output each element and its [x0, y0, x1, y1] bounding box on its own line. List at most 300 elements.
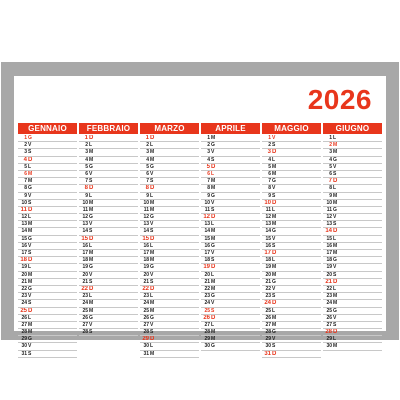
day-number: 14 — [204, 228, 210, 235]
day-row — [79, 207, 138, 214]
weekday-letter: G — [333, 257, 337, 264]
weekday-letter: M — [89, 300, 94, 307]
day-row — [18, 243, 77, 250]
weekday-letter: M — [272, 271, 277, 278]
weekday-letter: D — [272, 199, 277, 206]
day-number: 29 — [142, 336, 149, 343]
day-number: 1 — [145, 135, 149, 141]
day-number: 10 — [82, 199, 88, 206]
weekday-letter: D — [272, 350, 277, 357]
weekday-letter: D — [333, 228, 338, 235]
day-row — [323, 221, 382, 228]
weekday-letter: L — [89, 293, 93, 300]
day-number: 12 — [82, 214, 88, 221]
day-row — [79, 193, 138, 200]
day-row — [262, 243, 321, 250]
weekday-letter: V — [333, 163, 337, 170]
weekday-letter: M — [333, 142, 338, 149]
day-number: 18 — [20, 257, 27, 264]
day-row — [79, 228, 138, 235]
day-number: 11 — [204, 206, 210, 213]
weekday-letter: D — [150, 336, 155, 343]
day-number: 1 — [84, 135, 88, 141]
weekday-letter: L — [211, 221, 215, 228]
day-number: 13 — [326, 221, 332, 228]
weekday-letter: M — [150, 149, 155, 156]
day-number: 25 — [204, 307, 210, 314]
weekday-letter: M — [89, 257, 94, 264]
day-number: 11 — [326, 206, 332, 213]
month-column — [201, 123, 260, 358]
weekday-letter: G — [272, 228, 276, 235]
weekday-letter: M — [89, 199, 94, 206]
weekday-letter: G — [89, 314, 93, 321]
weekday-letter: G — [89, 163, 93, 170]
day-row — [79, 279, 138, 286]
day-number: 23 — [82, 293, 88, 300]
day-list — [140, 135, 199, 358]
day-number: 24 — [21, 300, 27, 307]
day-row — [323, 279, 382, 286]
day-number: 11 — [20, 206, 27, 213]
day-row — [140, 315, 199, 322]
weekday-letter: V — [28, 192, 32, 199]
day-number: 28 — [325, 329, 332, 336]
weekday-letter: D — [272, 250, 277, 256]
day-number: 23 — [21, 293, 27, 300]
weekday-letter: M — [150, 206, 155, 213]
weekday-letter: G — [28, 185, 32, 192]
weekday-letter: D — [272, 300, 277, 307]
day-row — [18, 336, 77, 343]
day-row — [79, 164, 138, 171]
day-number: 31 — [143, 350, 149, 357]
weekday-letter: M — [272, 321, 277, 328]
weekday-letter: G — [333, 307, 337, 314]
day-number: 12 — [265, 214, 271, 221]
weekday-letter: M — [333, 293, 338, 300]
day-number: 30 — [143, 343, 149, 350]
weekday-letter: L — [89, 142, 93, 149]
weekday-letter: V — [272, 185, 276, 192]
day-number: 21 — [325, 278, 332, 285]
day-row — [140, 293, 199, 300]
day-number: 10 — [326, 199, 332, 206]
day-number: 27 — [21, 321, 27, 328]
weekday-letter: V — [211, 300, 215, 307]
day-row — [140, 228, 199, 235]
weekday-letter: V — [150, 271, 154, 278]
weekday-letter: D — [150, 185, 155, 192]
weekday-letter: D — [89, 135, 94, 141]
day-row — [201, 343, 260, 350]
day-number: 23 — [143, 293, 149, 300]
day-row — [18, 279, 77, 286]
month-column — [262, 123, 321, 358]
day-row — [18, 171, 77, 178]
weekday-letter: G — [211, 192, 215, 199]
weekday-letter: G — [272, 278, 276, 285]
day-row — [262, 250, 321, 257]
weekday-letter: L — [211, 321, 215, 328]
day-row — [262, 178, 321, 185]
weekday-letter: M — [333, 250, 338, 256]
weekday-letter: S — [28, 149, 32, 156]
day-row — [262, 157, 321, 164]
day-row — [140, 243, 199, 250]
day-number: 8 — [329, 185, 332, 192]
day-number: 20 — [21, 271, 27, 278]
day-row — [140, 264, 199, 271]
weekday-letter: L — [28, 314, 32, 321]
weekday-letter: M — [89, 250, 94, 256]
day-row — [201, 164, 260, 171]
day-number: 18 — [143, 257, 149, 264]
day-number: 21 — [21, 278, 27, 285]
day-row — [140, 336, 199, 343]
weekday-letter: V — [272, 235, 276, 242]
day-number: 5 — [206, 163, 210, 170]
day-number: 17 — [264, 250, 271, 256]
day-number: 6 — [268, 170, 271, 177]
weekday-letter: M — [272, 221, 277, 228]
day-number: 2 — [329, 142, 332, 149]
weekday-letter: G — [272, 329, 276, 336]
weekday-letter: M — [211, 235, 216, 242]
weekday-letter: S — [333, 170, 337, 177]
day-number: 2 — [24, 142, 27, 149]
day-row — [262, 171, 321, 178]
day-number: 14 — [21, 228, 27, 235]
day-number: 30 — [326, 343, 332, 350]
day-row — [262, 164, 321, 171]
day-number: 1 — [329, 135, 332, 141]
day-number: 20 — [265, 271, 271, 278]
weekday-letter: M — [211, 336, 216, 343]
day-row — [79, 157, 138, 164]
weekday-letter: G — [211, 142, 215, 149]
day-number: 15 — [142, 235, 149, 242]
day-row — [79, 329, 138, 336]
day-list — [201, 135, 260, 351]
day-number: 25 — [265, 307, 271, 314]
day-number: 17 — [143, 250, 149, 256]
weekday-letter: G — [211, 343, 215, 350]
day-row — [323, 200, 382, 207]
weekday-letter: M — [211, 329, 216, 336]
weekday-letter: M — [89, 156, 94, 163]
weekday-letter: L — [28, 214, 32, 221]
day-number: 4 — [23, 156, 27, 163]
day-number: 2 — [85, 142, 88, 149]
day-row — [323, 171, 382, 178]
day-row — [323, 214, 382, 221]
day-row — [323, 272, 382, 279]
weekday-letter: D — [28, 257, 33, 264]
weekday-letter: L — [272, 206, 276, 213]
day-row — [140, 200, 199, 207]
weekday-letter: M — [28, 271, 33, 278]
day-row — [262, 336, 321, 343]
weekday-letter: L — [272, 257, 276, 264]
weekday-letter: V — [89, 271, 93, 278]
day-row — [201, 264, 260, 271]
weekday-letter: M — [272, 163, 277, 170]
day-row — [323, 164, 382, 171]
weekday-letter: D — [150, 135, 155, 141]
month-header: MAGGIO — [262, 123, 321, 134]
day-row — [140, 250, 199, 257]
day-number: 3 — [146, 149, 149, 156]
month-column — [18, 123, 77, 358]
day-number: 12 — [143, 214, 149, 221]
day-number: 20 — [204, 271, 210, 278]
day-row — [18, 351, 77, 358]
weekday-letter: V — [211, 199, 215, 206]
day-row — [262, 207, 321, 214]
weekday-letter: G — [150, 214, 154, 221]
day-row — [201, 272, 260, 279]
weekday-letter: V — [150, 170, 154, 177]
weekday-letter: G — [28, 235, 32, 242]
day-row — [262, 257, 321, 264]
day-row — [79, 257, 138, 264]
weekday-letter: L — [150, 192, 154, 199]
weekday-letter: D — [211, 264, 216, 271]
day-number: 7 — [24, 178, 27, 185]
weekday-letter: D — [89, 235, 94, 242]
day-row — [262, 193, 321, 200]
day-row — [18, 286, 77, 293]
day-number: 7 — [85, 178, 88, 185]
day-number: 10 — [21, 199, 27, 206]
day-number: 22 — [204, 285, 210, 292]
day-row — [79, 315, 138, 322]
day-number: 19 — [265, 264, 271, 271]
day-number: 10 — [264, 199, 271, 206]
day-row — [201, 286, 260, 293]
day-row — [18, 300, 77, 307]
day-number: 14 — [325, 228, 332, 235]
day-number: 3 — [24, 149, 27, 156]
day-number: 14 — [143, 228, 149, 235]
day-row — [323, 257, 382, 264]
day-row — [201, 157, 260, 164]
day-row — [262, 264, 321, 271]
month-header: GIUGNO — [323, 123, 382, 134]
weekday-letter: D — [272, 149, 277, 156]
weekday-letter: M — [150, 350, 155, 357]
day-number: 5 — [329, 163, 332, 170]
day-row — [18, 272, 77, 279]
day-number: 17 — [326, 250, 332, 256]
day-row — [18, 308, 77, 315]
weekday-letter: M — [272, 314, 277, 321]
weekday-letter: D — [28, 156, 33, 163]
weekday-letter: S — [150, 178, 154, 185]
day-number: 2 — [268, 142, 271, 149]
day-number: 13 — [82, 221, 88, 228]
day-row — [140, 157, 199, 164]
weekday-letter: S — [211, 156, 215, 163]
day-number: 5 — [146, 163, 149, 170]
month-header: APRILE — [201, 123, 260, 134]
day-number: 13 — [265, 221, 271, 228]
day-row — [201, 257, 260, 264]
day-row — [79, 171, 138, 178]
day-number: 6 — [207, 170, 210, 177]
day-row — [323, 343, 382, 350]
day-number: 10 — [143, 199, 149, 206]
day-row — [323, 308, 382, 315]
day-list — [79, 135, 138, 336]
day-row — [323, 315, 382, 322]
weekday-letter: S — [211, 307, 215, 314]
day-row — [201, 315, 260, 322]
weekday-letter: M — [89, 307, 94, 314]
month-column — [79, 123, 138, 358]
day-row — [18, 329, 77, 336]
day-row — [18, 264, 77, 271]
day-number: 21 — [82, 278, 88, 285]
weekday-letter: V — [28, 343, 32, 350]
month-column — [323, 123, 382, 358]
day-number: 7 — [207, 178, 210, 185]
day-row — [140, 164, 199, 171]
day-number: 18 — [326, 257, 332, 264]
day-row — [18, 207, 77, 214]
weekday-letter: D — [333, 278, 338, 285]
day-number: 22 — [81, 285, 88, 292]
weekday-letter: M — [150, 199, 155, 206]
weekday-letter: D — [211, 314, 216, 321]
day-number: 10 — [204, 199, 210, 206]
day-number: 4 — [146, 156, 149, 163]
weekday-letter: V — [333, 314, 337, 321]
weekday-letter: D — [333, 178, 338, 185]
day-row — [140, 221, 199, 228]
calendar-paper — [14, 76, 386, 357]
day-number: 9 — [329, 192, 332, 199]
day-row — [140, 135, 199, 142]
day-row — [140, 343, 199, 350]
day-number: 6 — [329, 170, 332, 177]
day-row — [79, 250, 138, 257]
day-number: 5 — [268, 163, 271, 170]
day-number: 9 — [207, 192, 210, 199]
weekday-letter: M — [150, 307, 155, 314]
weekday-letter: V — [150, 321, 154, 328]
weekday-letter: M — [333, 192, 338, 199]
day-number: 15 — [204, 235, 210, 242]
weekday-letter: G — [28, 135, 32, 141]
weekday-letter: G — [150, 314, 154, 321]
month-column — [140, 123, 199, 358]
weekday-letter: S — [272, 343, 276, 350]
day-row — [140, 308, 199, 315]
day-row — [79, 264, 138, 271]
day-row — [18, 193, 77, 200]
day-row — [201, 293, 260, 300]
month-header: FEBBRAIO — [79, 123, 138, 134]
day-row — [140, 193, 199, 200]
day-number: 9 — [146, 192, 149, 199]
weekday-letter: V — [89, 221, 93, 228]
day-number: 30 — [265, 343, 271, 350]
day-row — [201, 329, 260, 336]
day-row — [262, 135, 321, 142]
weekday-letter: M — [28, 321, 33, 328]
day-row — [201, 279, 260, 286]
day-row — [201, 243, 260, 250]
weekday-letter: L — [333, 135, 337, 141]
weekday-letter: M — [150, 250, 155, 256]
weekday-letter: S — [89, 329, 93, 336]
day-row — [18, 257, 77, 264]
month-header: MARZO — [140, 123, 199, 134]
day-row — [140, 351, 199, 358]
day-row — [323, 250, 382, 257]
day-number: 28 — [143, 329, 149, 336]
day-number: 7 — [146, 178, 149, 185]
weekday-letter: V — [211, 250, 215, 256]
weekday-letter: M — [211, 278, 216, 285]
weekday-letter: L — [211, 271, 215, 278]
weekday-letter: M — [333, 149, 338, 156]
day-row — [18, 228, 77, 235]
day-row — [323, 178, 382, 185]
weekday-letter: M — [28, 178, 33, 185]
day-number: 24 — [82, 300, 88, 307]
day-row — [140, 329, 199, 336]
day-row — [323, 135, 382, 142]
day-row — [323, 336, 382, 343]
weekday-letter: D — [28, 307, 33, 314]
weekday-letter: M — [333, 199, 338, 206]
weekday-letter: M — [333, 242, 338, 249]
month-header: GENNAIO — [18, 123, 77, 134]
day-row — [18, 221, 77, 228]
day-row — [79, 243, 138, 250]
weekday-letter: M — [211, 135, 216, 141]
day-row — [140, 272, 199, 279]
day-row — [262, 142, 321, 149]
day-row — [79, 322, 138, 329]
day-row — [201, 300, 260, 307]
day-row — [262, 329, 321, 336]
weekday-letter: D — [211, 163, 216, 170]
weekday-letter: M — [333, 300, 338, 307]
day-number: 12 — [21, 214, 27, 221]
day-number: 26 — [21, 314, 27, 321]
weekday-letter: V — [28, 293, 32, 300]
day-row — [140, 279, 199, 286]
weekday-letter: V — [272, 135, 276, 141]
day-number: 3 — [267, 149, 271, 156]
day-row — [79, 293, 138, 300]
weekday-letter: S — [28, 300, 32, 307]
day-row — [140, 236, 199, 243]
day-number: 21 — [143, 278, 149, 285]
day-number: 25 — [143, 307, 149, 314]
day-number: 12 — [326, 214, 332, 221]
weekday-letter: V — [333, 214, 337, 221]
weekday-letter: D — [333, 329, 338, 336]
weekday-letter: V — [211, 149, 215, 156]
weekday-letter: S — [89, 228, 93, 235]
day-row — [79, 221, 138, 228]
day-number: 9 — [85, 192, 88, 199]
